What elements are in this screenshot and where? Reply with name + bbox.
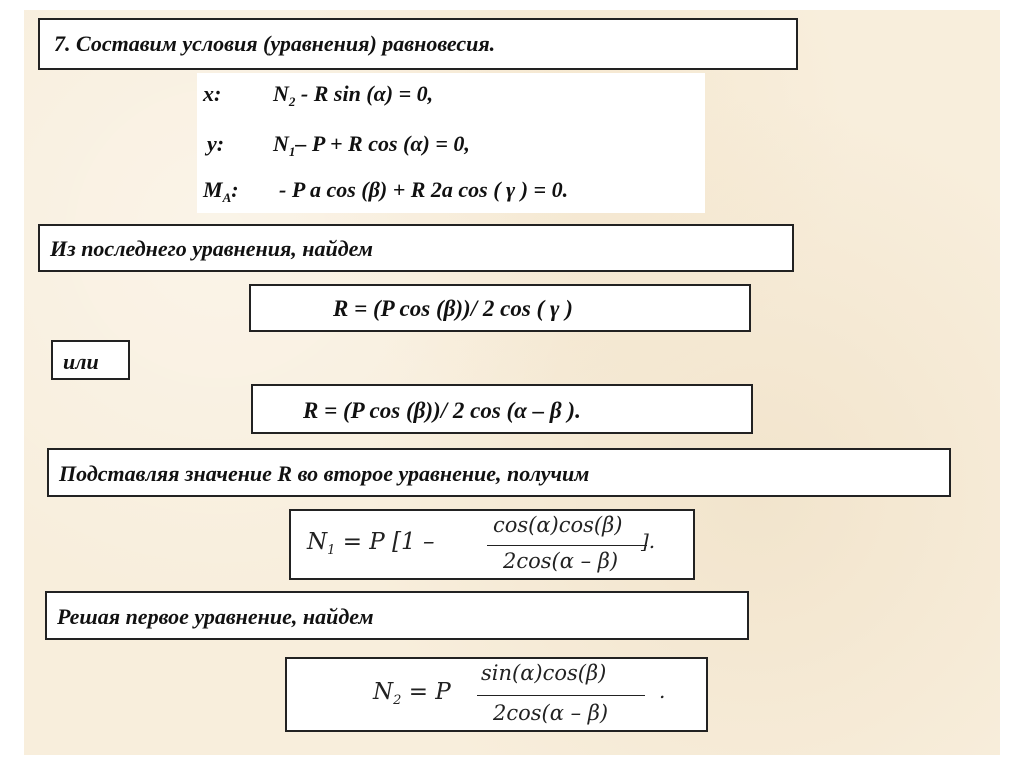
n2-denominator: 2cos(α – β) xyxy=(493,701,609,725)
n2-numerator: sin(α)cos(β) xyxy=(481,661,607,685)
from-last-box xyxy=(38,224,794,272)
x-equation: $N_2$ - R sin (α) = 0, xyxy=(273,81,434,109)
from-last-text: Из последнего уравнения, найдем xyxy=(50,236,373,261)
substitute-box xyxy=(47,448,951,497)
r-formula-2: R = (P cos (β))/ 2 cos (α – β ). xyxy=(303,398,581,423)
or-text: или xyxy=(63,349,99,374)
solve-first-box xyxy=(45,591,749,640)
n2-formula-box xyxy=(285,657,708,732)
n1-formula-box xyxy=(289,509,695,580)
n1-numerator: cos(α)cos(β) xyxy=(493,513,623,537)
y-equation: $N_1-$ P + R cos (α) = 0, xyxy=(273,131,470,159)
r-formula-1: R = (P cos (β))/ 2 cos ( γ ) xyxy=(333,296,573,321)
solve-first-text: Решая первое уравнение, найдем xyxy=(57,604,374,629)
moment-label: $M_A$: xyxy=(203,177,239,205)
n1-denominator: 2cos(α – β) xyxy=(503,549,619,573)
n1-lhs: $N_1 = P$ [1 – xyxy=(307,529,435,558)
step-heading-box xyxy=(38,18,798,70)
n2-dot: . xyxy=(659,679,666,703)
step-heading: 7. Составим условия (уравнения) равновесия. xyxy=(54,31,496,56)
y-axis-label: y: xyxy=(207,131,225,156)
n1-bracket-close: ]. xyxy=(641,529,656,553)
n2-fraction-bar xyxy=(477,695,645,696)
r-formula-box-2 xyxy=(251,384,753,434)
equilibrium-equations xyxy=(197,73,705,213)
n2-lhs: $N_2 = P$ xyxy=(373,679,451,708)
r-formula-box-1 xyxy=(249,284,751,332)
substitute-text: Подставляя значение R во второе уравнение, получим xyxy=(59,461,590,486)
or-box xyxy=(51,340,130,380)
x-axis-label: x: xyxy=(203,81,222,106)
n1-fraction-bar xyxy=(487,545,647,546)
moment-equation: - P a cos (β) + R 2a cos ( γ ) = 0. xyxy=(279,177,569,202)
